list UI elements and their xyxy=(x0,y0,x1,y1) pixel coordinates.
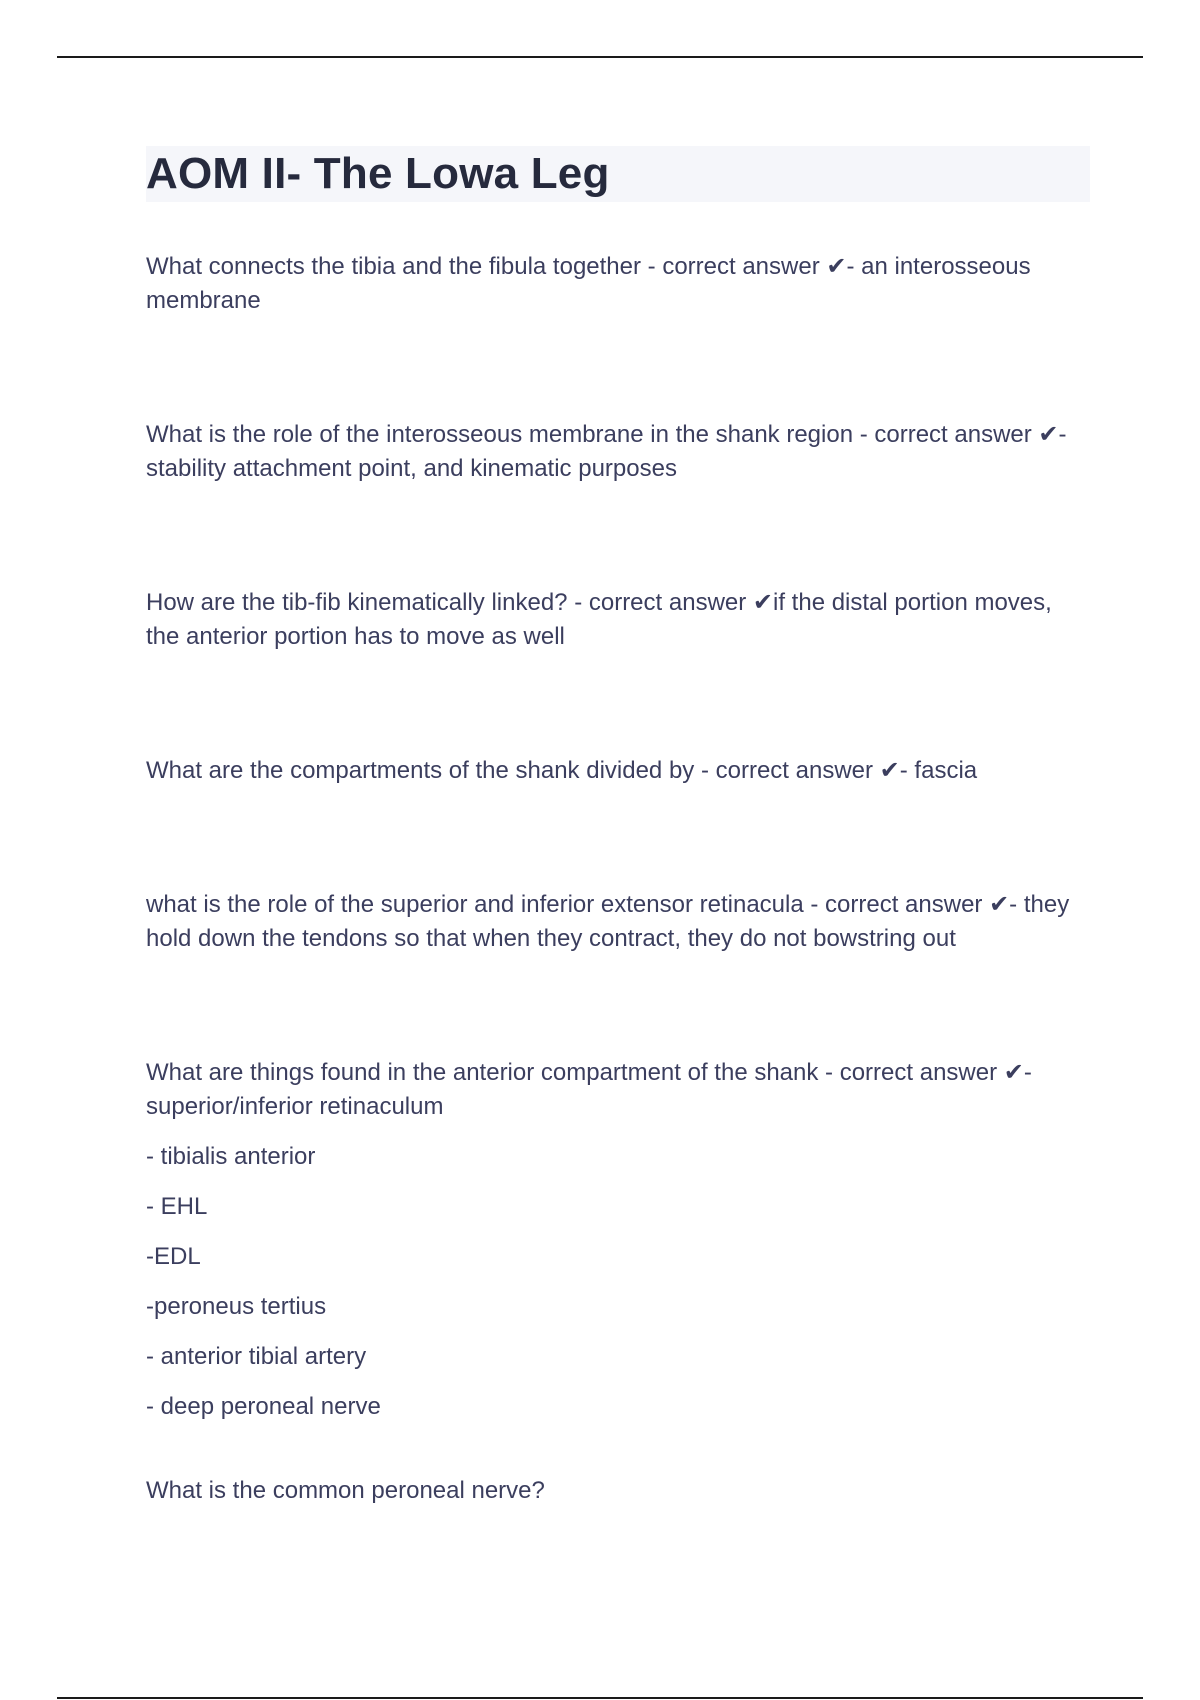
list-item: - tibialis anterior xyxy=(146,1143,316,1170)
top-rule xyxy=(57,56,1143,58)
anterior-compartment-list xyxy=(146,1140,1090,1424)
list-item: - EHL xyxy=(146,1193,208,1220)
qa-item-2: What is the role of the interosseous membrane in the shank region - correct answer ✔- stability attachment point, and kinematic purposes xyxy=(146,421,1067,482)
list-item: -EDL xyxy=(146,1243,201,1270)
qa-item-6: What are things found in the anterior compartment of the shank - correct answer ✔- superior/inferior retinaculum xyxy=(146,1059,1032,1120)
document-body xyxy=(146,146,1090,1532)
bottom-rule xyxy=(57,1697,1143,1699)
qa-item-4: What are the compartments of the shank divided by - correct answer ✔- fascia xyxy=(146,757,978,784)
list-item: -peroneus tertius xyxy=(146,1293,327,1320)
list-item: - anterior tibial artery xyxy=(146,1343,367,1370)
final-question: What is the common peroneal nerve? xyxy=(146,1477,545,1504)
title-band xyxy=(146,146,1090,202)
page-title: AOM II- The Lowa Leg xyxy=(146,149,610,198)
qa-item-5: what is the role of the superior and inferior extensor retinacula - correct answer ✔- they hold down the tendons so that when they contract, they do not bowstring out xyxy=(146,891,1070,952)
qa-item-3: How are the tib-fib kinematically linked? - correct answer ✔if the distal portion moves, the anterior portion has to move as well xyxy=(146,589,1052,650)
qa-item-1: What connects the tibia and the fibula together - correct answer ✔- an interosseous membrane xyxy=(146,253,1031,314)
list-item: - deep peroneal nerve xyxy=(146,1393,381,1420)
